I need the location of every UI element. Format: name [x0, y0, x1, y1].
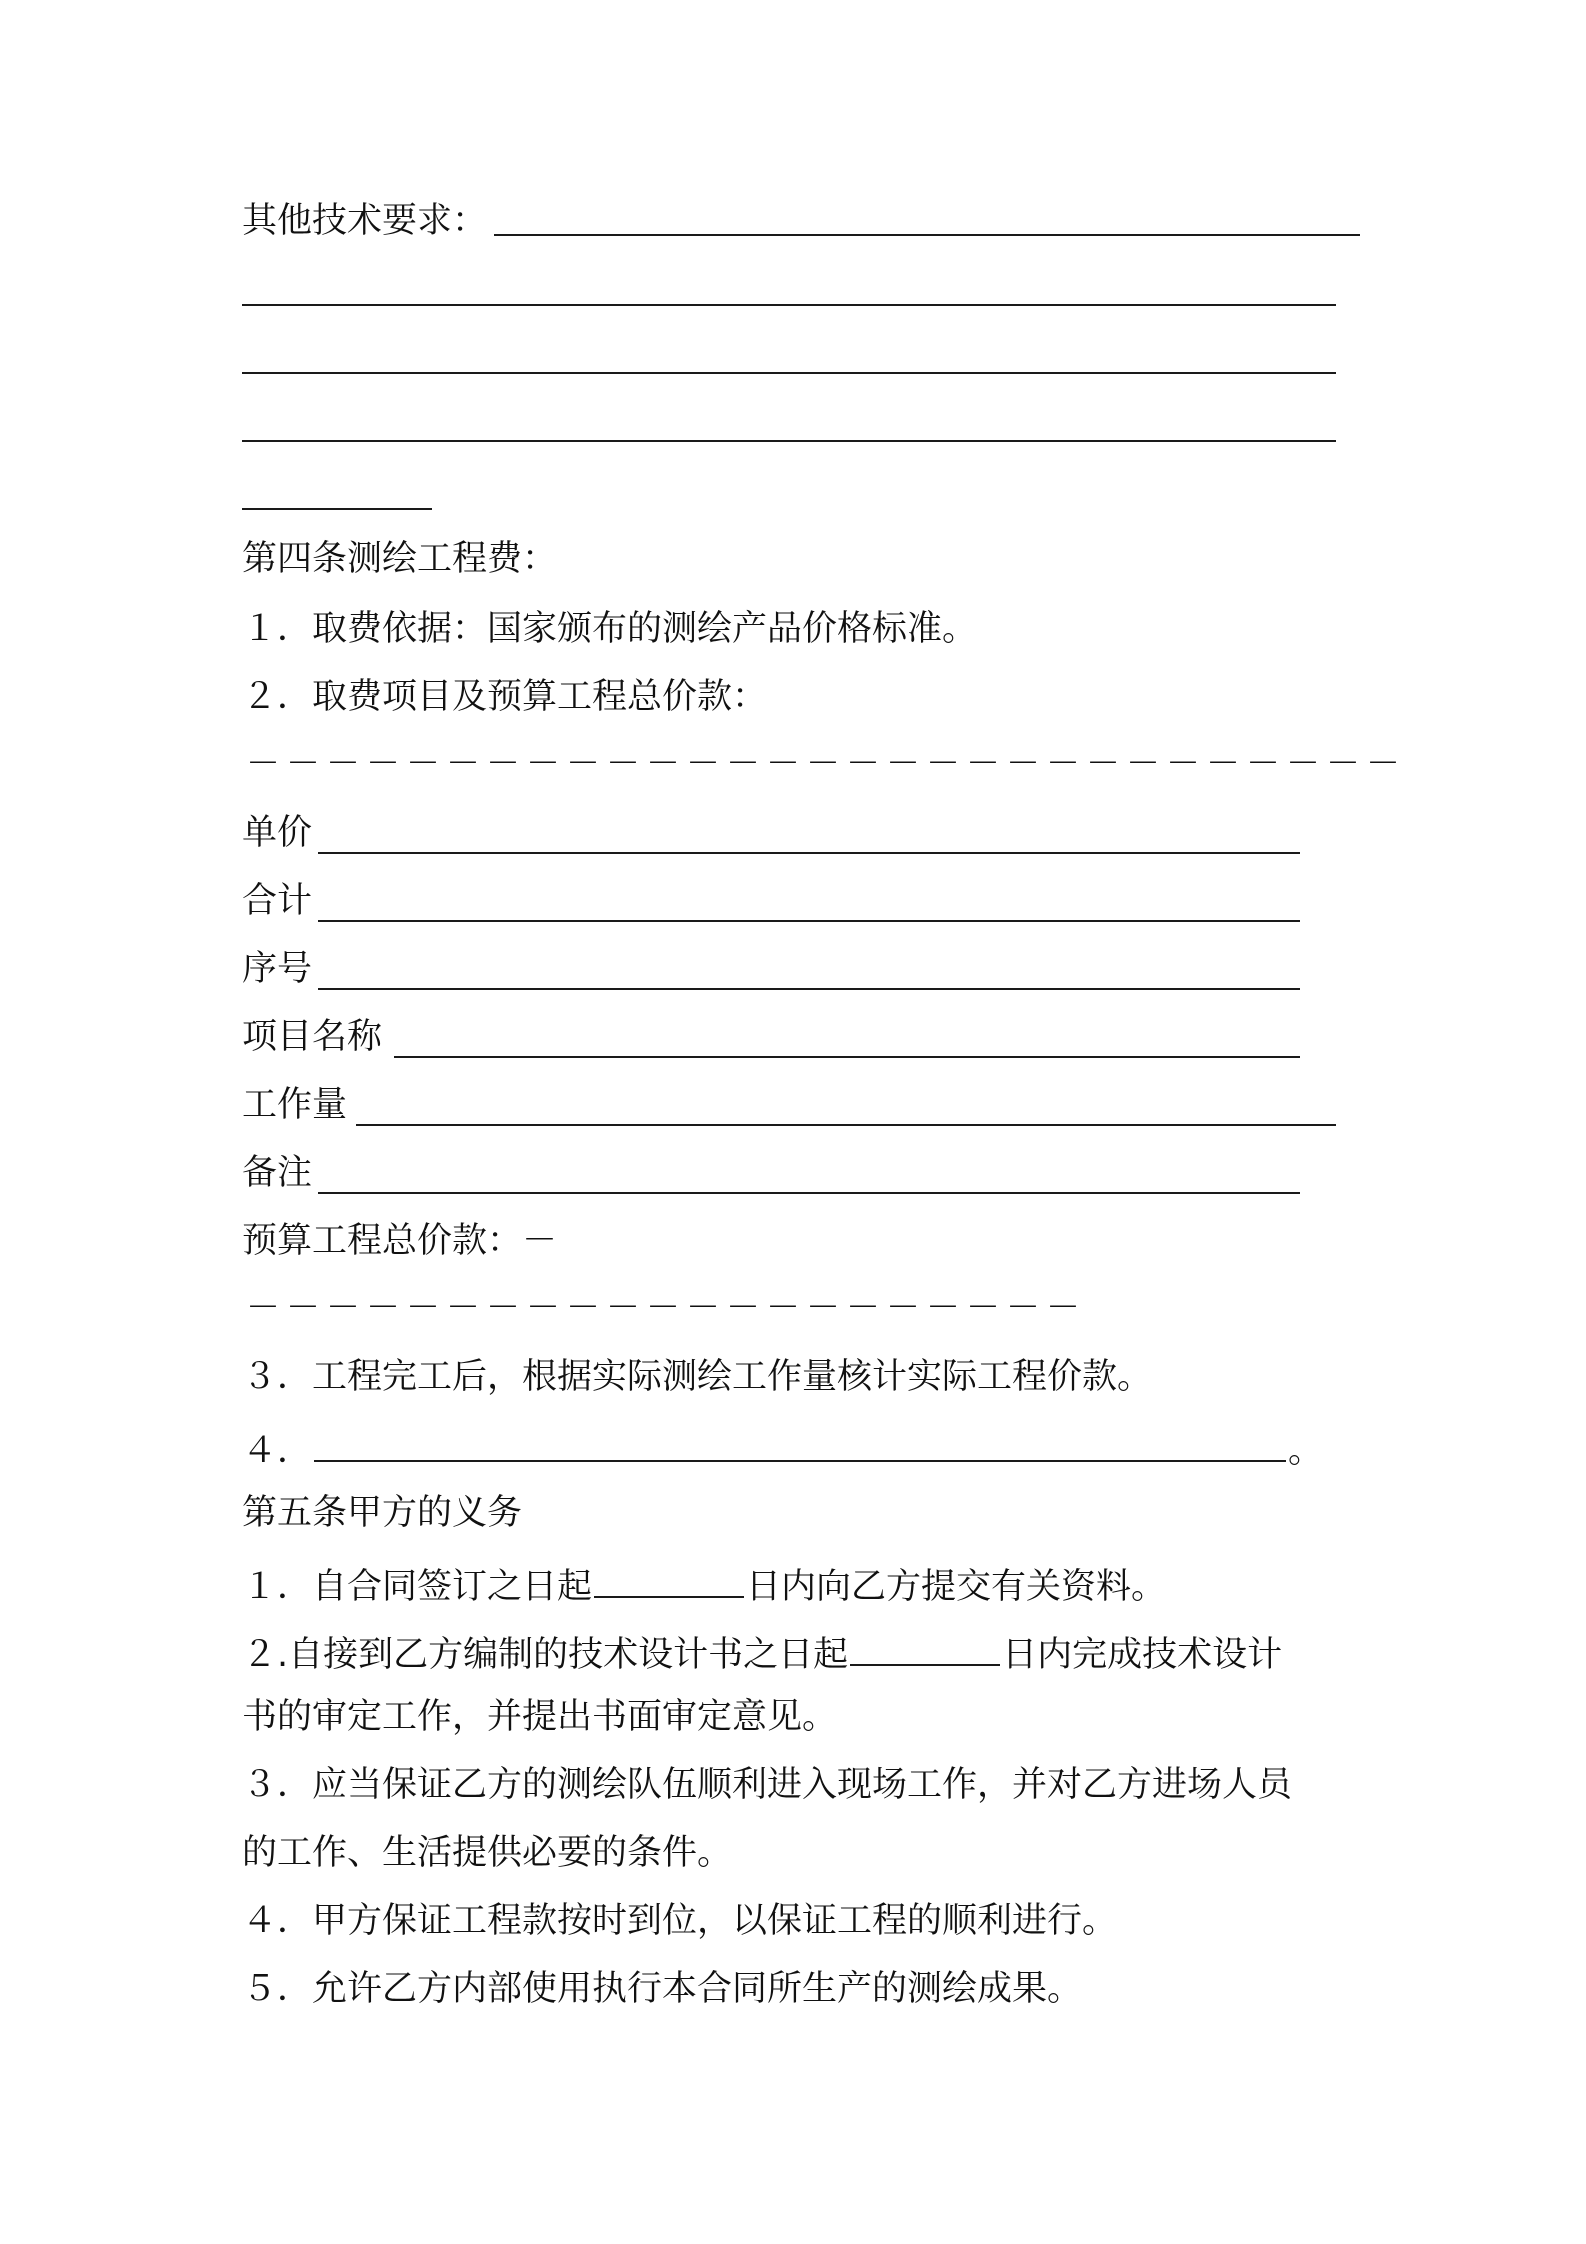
article4-item4-prefix: ４． — [242, 1431, 313, 1471]
article5-item2-text-a: ２.自接到乙方编制的技术设计书之日起 — [242, 1635, 849, 1675]
other-requirements-label: 其他技术要求： — [242, 201, 488, 241]
article4-item2: ２．取费项目及预算工程总价款： — [242, 677, 768, 717]
article5-item1-days-blank — [594, 1552, 744, 1598]
article5-item2-days-blank — [850, 1620, 1000, 1666]
requirements-blank-line-5 — [242, 508, 432, 510]
article5-item4: ４．甲方保证工程款按时到位，以保证工程的顺利进行。 — [242, 1901, 1118, 1941]
budget-total-label: 预算工程总价款：－ — [242, 1221, 558, 1261]
requirements-blank-line-3 — [242, 372, 1336, 374]
article4-item4-blank — [314, 1416, 1286, 1462]
field-total: 合计 — [242, 881, 313, 921]
requirements-blank-line-2 — [242, 304, 1336, 306]
field-serial-number-line — [318, 988, 1300, 990]
article4-item1: １．取费依据：国家颁布的测绘产品价格标准。 — [242, 609, 978, 649]
field-workload: 工作量 — [242, 1085, 348, 1125]
article5-item2 — [242, 1620, 1282, 1678]
field-remarks: 备注 — [242, 1153, 313, 1193]
field-unit-price-line — [318, 852, 1300, 854]
requirements-blank-line-1 — [494, 234, 1360, 236]
article5-item3: ３．应当保证乙方的测绘队伍顺利进入现场工作，并对乙方进场人员 — [242, 1765, 1293, 1805]
article4-item4 — [242, 1416, 1323, 1474]
article5-item5: ５．允许乙方内部使用执行本合同所生产的测绘成果。 — [242, 1969, 1083, 2009]
article5-item2-text-b: 日内完成技术设计 — [1002, 1635, 1283, 1675]
article4-title: 第四条测绘工程费： — [242, 539, 558, 579]
article4-item3: ３．工程完工后，根据实际测绘工作量核计实际工程价款。 — [242, 1357, 1153, 1397]
requirements-blank-line-4 — [242, 440, 1336, 442]
article4-item4-suffix: 。 — [1288, 1431, 1324, 1471]
dash-separator-1: －－－－－－－－－－－－－－－－－－－－－－－－－－－－－ — [246, 744, 1406, 784]
field-total-line — [318, 920, 1300, 922]
field-remarks-line — [318, 1192, 1300, 1194]
dash-separator-2: －－－－－－－－－－－－－－－－－－－－－ — [246, 1288, 1086, 1328]
article5-item1-text-b: 日内向乙方提交有关资料。 — [746, 1567, 1167, 1607]
article5-title: 第五条甲方的义务 — [242, 1493, 523, 1533]
field-item-name: 项目名称 — [242, 1017, 383, 1057]
article5-item1-text-a: １．自合同签订之日起 — [242, 1567, 593, 1607]
field-item-name-line — [394, 1056, 1300, 1058]
field-serial-number: 序号 — [242, 949, 313, 989]
field-workload-line — [356, 1124, 1336, 1126]
article5-item2-continuation: 书的审定工作，并提出书面审定意见。 — [242, 1697, 838, 1737]
field-unit-price: 单价 — [242, 813, 313, 853]
article5-item3-continuation: 的工作、生活提供必要的条件。 — [242, 1833, 733, 1873]
article5-item1 — [242, 1552, 1166, 1610]
